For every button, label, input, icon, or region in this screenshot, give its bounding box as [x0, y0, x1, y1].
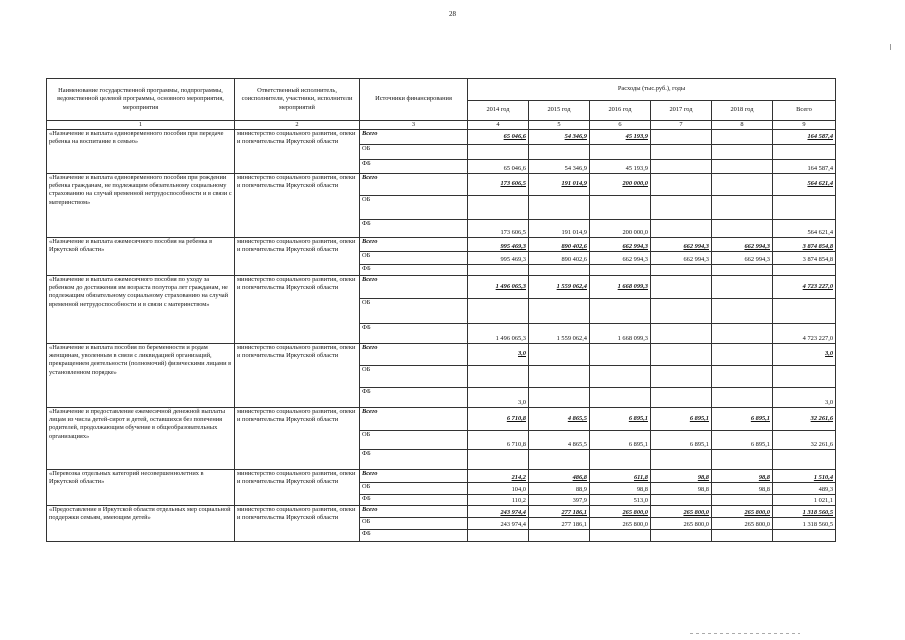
measure-name: «Назначение и выплата единовременного пособия при передаче ребенка на воспитание в семью»: [47, 130, 235, 174]
total-value-cell: 4 865,5: [529, 408, 590, 431]
header-expenses: Расходы (тыс.руб.), годы: [468, 79, 836, 101]
header-year: 2017 год: [651, 101, 712, 121]
fb-value-cell: 4 723 227,0: [773, 324, 836, 344]
ob-value-cell: [468, 196, 529, 220]
fb-value-cell: 513,0: [590, 495, 651, 506]
ob-value-cell: 1 318 560,5: [773, 518, 836, 530]
ob-value-cell: 265 800,0: [651, 518, 712, 530]
fb-value-cell: [712, 265, 773, 276]
fb-value-cell: 45 193,9: [590, 160, 651, 174]
funding-source-fb: ФБ: [360, 324, 468, 344]
fb-value-cell: [651, 450, 712, 470]
fb-value-cell: [590, 388, 651, 408]
total-value-cell: 1 559 062,4: [529, 276, 590, 299]
fb-value-cell: 3,0: [773, 388, 836, 408]
ob-value-cell: [712, 196, 773, 220]
funding-source-total: Всего: [360, 408, 468, 431]
measure-executor: министерство социального развития, опеки и попечительства Иркутской области: [235, 238, 360, 276]
fb-value-cell: [590, 265, 651, 276]
fb-value-cell: [651, 530, 712, 542]
total-value-cell: 277 186,1: [529, 506, 590, 518]
total-value-cell: 200 000,0: [590, 174, 651, 196]
ob-value-cell: [773, 299, 836, 324]
ob-value-cell: 98,8: [590, 483, 651, 495]
total-value-cell: 214,2: [468, 470, 529, 483]
ob-value-cell: 98,8: [651, 483, 712, 495]
ob-value-cell: 88,9: [529, 483, 590, 495]
fb-value-cell: [529, 388, 590, 408]
total-value-cell: 890 402,6: [529, 238, 590, 252]
header-year: 2015 год: [529, 101, 590, 121]
funding-source-fb: ФБ: [360, 495, 468, 506]
ob-value-cell: 277 186,1: [529, 518, 590, 530]
fb-value-cell: 191 014,9: [529, 220, 590, 238]
page-number: 28: [449, 10, 456, 18]
funding-source-total: Всего: [360, 174, 468, 196]
ob-value-cell: [468, 145, 529, 160]
ob-value-cell: 489,3: [773, 483, 836, 495]
ob-value-cell: 662 994,3: [590, 252, 651, 265]
total-value-cell: 1 318 560,5: [773, 506, 836, 518]
ob-value-cell: 995 469,3: [468, 252, 529, 265]
col-number: 3: [360, 121, 468, 130]
total-value-cell: 173 606,5: [468, 174, 529, 196]
funding-source-ob: ОБ: [360, 252, 468, 265]
total-value-cell: 3 874 854,8: [773, 238, 836, 252]
ob-value-cell: [590, 145, 651, 160]
total-value-cell: 4 723 227,0: [773, 276, 836, 299]
fb-value-cell: [712, 388, 773, 408]
ob-value-cell: 6 895,1: [590, 431, 651, 450]
fb-value-cell: [712, 220, 773, 238]
fb-value-cell: 1 021,1: [773, 495, 836, 506]
table-row: [47, 470, 836, 483]
ob-value-cell: [712, 366, 773, 388]
total-value-cell: [651, 276, 712, 299]
fb-value-cell: [651, 388, 712, 408]
fb-value-cell: 1 668 099,3: [590, 324, 651, 344]
measure-executor: министерство социального развития, опеки и попечительства Иркутской области: [235, 470, 360, 506]
funding-source-total: Всего: [360, 130, 468, 145]
total-value-cell: 265 800,0: [590, 506, 651, 518]
header-year: 2014 год: [468, 101, 529, 121]
fb-value-cell: 397,9: [529, 495, 590, 506]
fb-value-cell: 1 496 065,3: [468, 324, 529, 344]
fb-value-cell: [529, 265, 590, 276]
fb-value-cell: 200 000,0: [590, 220, 651, 238]
col-number: 5: [529, 121, 590, 130]
total-value-cell: [529, 344, 590, 366]
ob-value-cell: 243 974,4: [468, 518, 529, 530]
ob-value-cell: 6 710,8: [468, 431, 529, 450]
col-number: 1: [47, 121, 235, 130]
funding-source-ob: ОБ: [360, 196, 468, 220]
measure-executor: министерство социального развития, опеки и попечительства Иркутской области: [235, 344, 360, 408]
measure-executor: министерство социального развития, опеки и попечительства Иркутской области: [235, 506, 360, 542]
funding-source-total: Всего: [360, 238, 468, 252]
total-value-cell: [712, 276, 773, 299]
table-row: [47, 506, 836, 518]
total-value-cell: [651, 344, 712, 366]
fb-value-cell: 564 621,4: [773, 220, 836, 238]
ob-value-cell: 3 874 854,8: [773, 252, 836, 265]
ob-value-cell: [590, 299, 651, 324]
measure-name: «Назначение и выплата ежемесячного пособия по уходу за ребенком до достижения им возраста полутора лет гражданам, не подлежащим обязательному социальному страхованию на случай временной нетрудоспособности и в связи с материнством»: [47, 276, 235, 344]
ob-value-cell: [529, 196, 590, 220]
ob-value-cell: [529, 366, 590, 388]
col-number: 6: [590, 121, 651, 130]
ob-value-cell: [773, 366, 836, 388]
total-value-cell: 662 994,3: [712, 238, 773, 252]
ob-value-cell: [529, 145, 590, 160]
total-value-cell: 611,8: [590, 470, 651, 483]
ob-value-cell: [529, 299, 590, 324]
total-value-cell: 6 710,8: [468, 408, 529, 431]
ob-value-cell: [651, 366, 712, 388]
fb-value-cell: [712, 450, 773, 470]
ob-value-cell: [773, 145, 836, 160]
fb-value-cell: [773, 530, 836, 542]
total-value-cell: [651, 130, 712, 145]
header-executor: Ответственный исполнитель, соисполнители, участники, исполнители мероприятий: [235, 79, 360, 121]
measure-name: «Назначение и выплата единовременного пособия при рождении ребенка гражданам, не подлежащим обязательному социальному страхованию на случай временной нетрудоспособности и в связи с материнством»: [47, 174, 235, 238]
crop-mark: [890, 44, 891, 50]
ob-value-cell: [590, 196, 651, 220]
fb-value-cell: [590, 450, 651, 470]
measure-executor: министерство социального развития, опеки и попечительства Иркутской области: [235, 174, 360, 238]
ob-value-cell: [712, 299, 773, 324]
ob-value-cell: 890 402,6: [529, 252, 590, 265]
total-value-cell: 265 800,0: [712, 506, 773, 518]
fb-value-cell: [468, 265, 529, 276]
fb-value-cell: 173 606,5: [468, 220, 529, 238]
total-value-cell: 45 193,9: [590, 130, 651, 145]
total-value-cell: 1 668 099,3: [590, 276, 651, 299]
fb-value-cell: [773, 265, 836, 276]
total-value-cell: 6 895,1: [712, 408, 773, 431]
ob-value-cell: 4 865,5: [529, 431, 590, 450]
table-row: [47, 408, 836, 431]
total-value-cell: 564 621,4: [773, 174, 836, 196]
header-program-name: Наименование государственной программы, подпрограммы, ведомственной целевой программы, основного мероприятия, мероприятия: [47, 79, 235, 121]
funding-source-ob: ОБ: [360, 366, 468, 388]
fb-value-cell: [529, 530, 590, 542]
ob-value-cell: 265 800,0: [590, 518, 651, 530]
funding-source-ob: ОБ: [360, 518, 468, 530]
fb-value-cell: 3,0: [468, 388, 529, 408]
funding-source-fb: ФБ: [360, 220, 468, 238]
fb-value-cell: [712, 495, 773, 506]
fb-value-cell: [651, 265, 712, 276]
total-value-cell: [712, 344, 773, 366]
fb-value-cell: [712, 324, 773, 344]
total-value-cell: 3,0: [773, 344, 836, 366]
total-value-cell: 54 346,9: [529, 130, 590, 145]
fb-value-cell: [651, 160, 712, 174]
funding-source-fb: ФБ: [360, 160, 468, 174]
total-value-cell: 662 994,3: [651, 238, 712, 252]
col-number: 7: [651, 121, 712, 130]
ob-value-cell: 662 994,3: [651, 252, 712, 265]
funding-source-ob: ОБ: [360, 483, 468, 495]
total-value-cell: 662 994,3: [590, 238, 651, 252]
fb-value-cell: [712, 160, 773, 174]
funding-source-total: Всего: [360, 506, 468, 518]
measure-name: «Предоставление в Иркутской области отдельных мер социальной поддержки семьям, имеющим детей»: [47, 506, 235, 542]
fb-value-cell: 164 587,4: [773, 160, 836, 174]
total-value-cell: 995 469,3: [468, 238, 529, 252]
ob-value-cell: [651, 299, 712, 324]
funding-source-total: Всего: [360, 344, 468, 366]
ob-value-cell: 6 895,1: [651, 431, 712, 450]
funding-source-ob: ОБ: [360, 299, 468, 324]
col-number: 8: [712, 121, 773, 130]
ob-value-cell: [468, 299, 529, 324]
fb-value-cell: 1 559 062,4: [529, 324, 590, 344]
budget-table: [46, 78, 836, 542]
funding-source-fb: ФБ: [360, 450, 468, 470]
ob-value-cell: [712, 145, 773, 160]
total-value-cell: 98,8: [651, 470, 712, 483]
table-row: [47, 344, 836, 366]
fb-value-cell: [651, 495, 712, 506]
ob-value-cell: [468, 366, 529, 388]
total-value-cell: 1 510,4: [773, 470, 836, 483]
measure-executor: министерство социального развития, опеки и попечительства Иркутской области: [235, 276, 360, 344]
table-row: [47, 238, 836, 252]
measure-name: «Назначение и выплата пособия по беременности и родам женщинам, уволенным в связи с ликвидацией организаций, прекращением деятельности (полномочий) физическими лицами в установленном порядке»: [47, 344, 235, 408]
col-number: 9: [773, 121, 836, 130]
measure-name: «Перевозка отдельных категорий несовершеннолетних в Иркутской области»: [47, 470, 235, 506]
fb-value-cell: 65 046,6: [468, 160, 529, 174]
measure-executor: министерство социального развития, опеки и попечительства Иркутской области: [235, 408, 360, 470]
col-number: 2: [235, 121, 360, 130]
table-row: [47, 174, 836, 196]
table-row: [47, 276, 836, 299]
total-value-cell: 6 895,1: [590, 408, 651, 431]
ob-value-cell: 32 261,6: [773, 431, 836, 450]
funding-source-total: Всего: [360, 470, 468, 483]
ob-value-cell: [590, 366, 651, 388]
ob-value-cell: 265 800,0: [712, 518, 773, 530]
total-value-cell: [712, 174, 773, 196]
fb-value-cell: 110,2: [468, 495, 529, 506]
ob-value-cell: [651, 196, 712, 220]
header-year: 2018 год: [712, 101, 773, 121]
total-value-cell: 164 587,4: [773, 130, 836, 145]
funding-source-fb: ФБ: [360, 530, 468, 542]
scan-artifact-line: [690, 633, 800, 634]
funding-source-ob: ОБ: [360, 431, 468, 450]
total-value-cell: 98,8: [712, 470, 773, 483]
total-value-cell: 65 046,6: [468, 130, 529, 145]
col-number: 4: [468, 121, 529, 130]
fb-value-cell: [468, 530, 529, 542]
total-value-cell: 1 496 065,3: [468, 276, 529, 299]
ob-value-cell: 98,8: [712, 483, 773, 495]
header-year: 2016 год: [590, 101, 651, 121]
ob-value-cell: 6 895,1: [712, 431, 773, 450]
total-value-cell: 486,8: [529, 470, 590, 483]
table-row: [47, 130, 836, 145]
total-value-cell: 243 974,4: [468, 506, 529, 518]
measure-name: «Назначение и предоставление ежемесячной денежной выплаты лицам из числа детей-сирот и детей, оставшихся без попечения родителей, продолжающим обучение в общеобразовательных организациях»: [47, 408, 235, 470]
ob-value-cell: 662 994,3: [712, 252, 773, 265]
funding-source-total: Всего: [360, 276, 468, 299]
funding-source-fb: ФБ: [360, 265, 468, 276]
measure-executor: министерство социального развития, опеки и попечительства Иркутской области: [235, 130, 360, 174]
fb-value-cell: [773, 450, 836, 470]
fb-value-cell: [468, 450, 529, 470]
fb-value-cell: [651, 324, 712, 344]
total-value-cell: [590, 344, 651, 366]
ob-value-cell: [773, 196, 836, 220]
total-value-cell: 265 800,0: [651, 506, 712, 518]
fb-value-cell: [651, 220, 712, 238]
total-value-cell: 3,0: [468, 344, 529, 366]
fb-value-cell: [590, 530, 651, 542]
total-value-cell: 32 261,6: [773, 408, 836, 431]
total-value-cell: [651, 174, 712, 196]
total-value-cell: 6 895,1: [651, 408, 712, 431]
measure-name: «Назначение и выплата ежемесячного пособия на ребенка в Иркутской области»: [47, 238, 235, 276]
header-year-total: Всего: [773, 101, 836, 121]
fb-value-cell: 54 346,9: [529, 160, 590, 174]
fb-value-cell: [529, 450, 590, 470]
funding-source-fb: ФБ: [360, 388, 468, 408]
header-funding-source: Источники финансирования: [360, 79, 468, 121]
ob-value-cell: 104,0: [468, 483, 529, 495]
ob-value-cell: [651, 145, 712, 160]
fb-value-cell: [712, 530, 773, 542]
total-value-cell: [712, 130, 773, 145]
funding-source-ob: ОБ: [360, 145, 468, 160]
total-value-cell: 191 014,9: [529, 174, 590, 196]
